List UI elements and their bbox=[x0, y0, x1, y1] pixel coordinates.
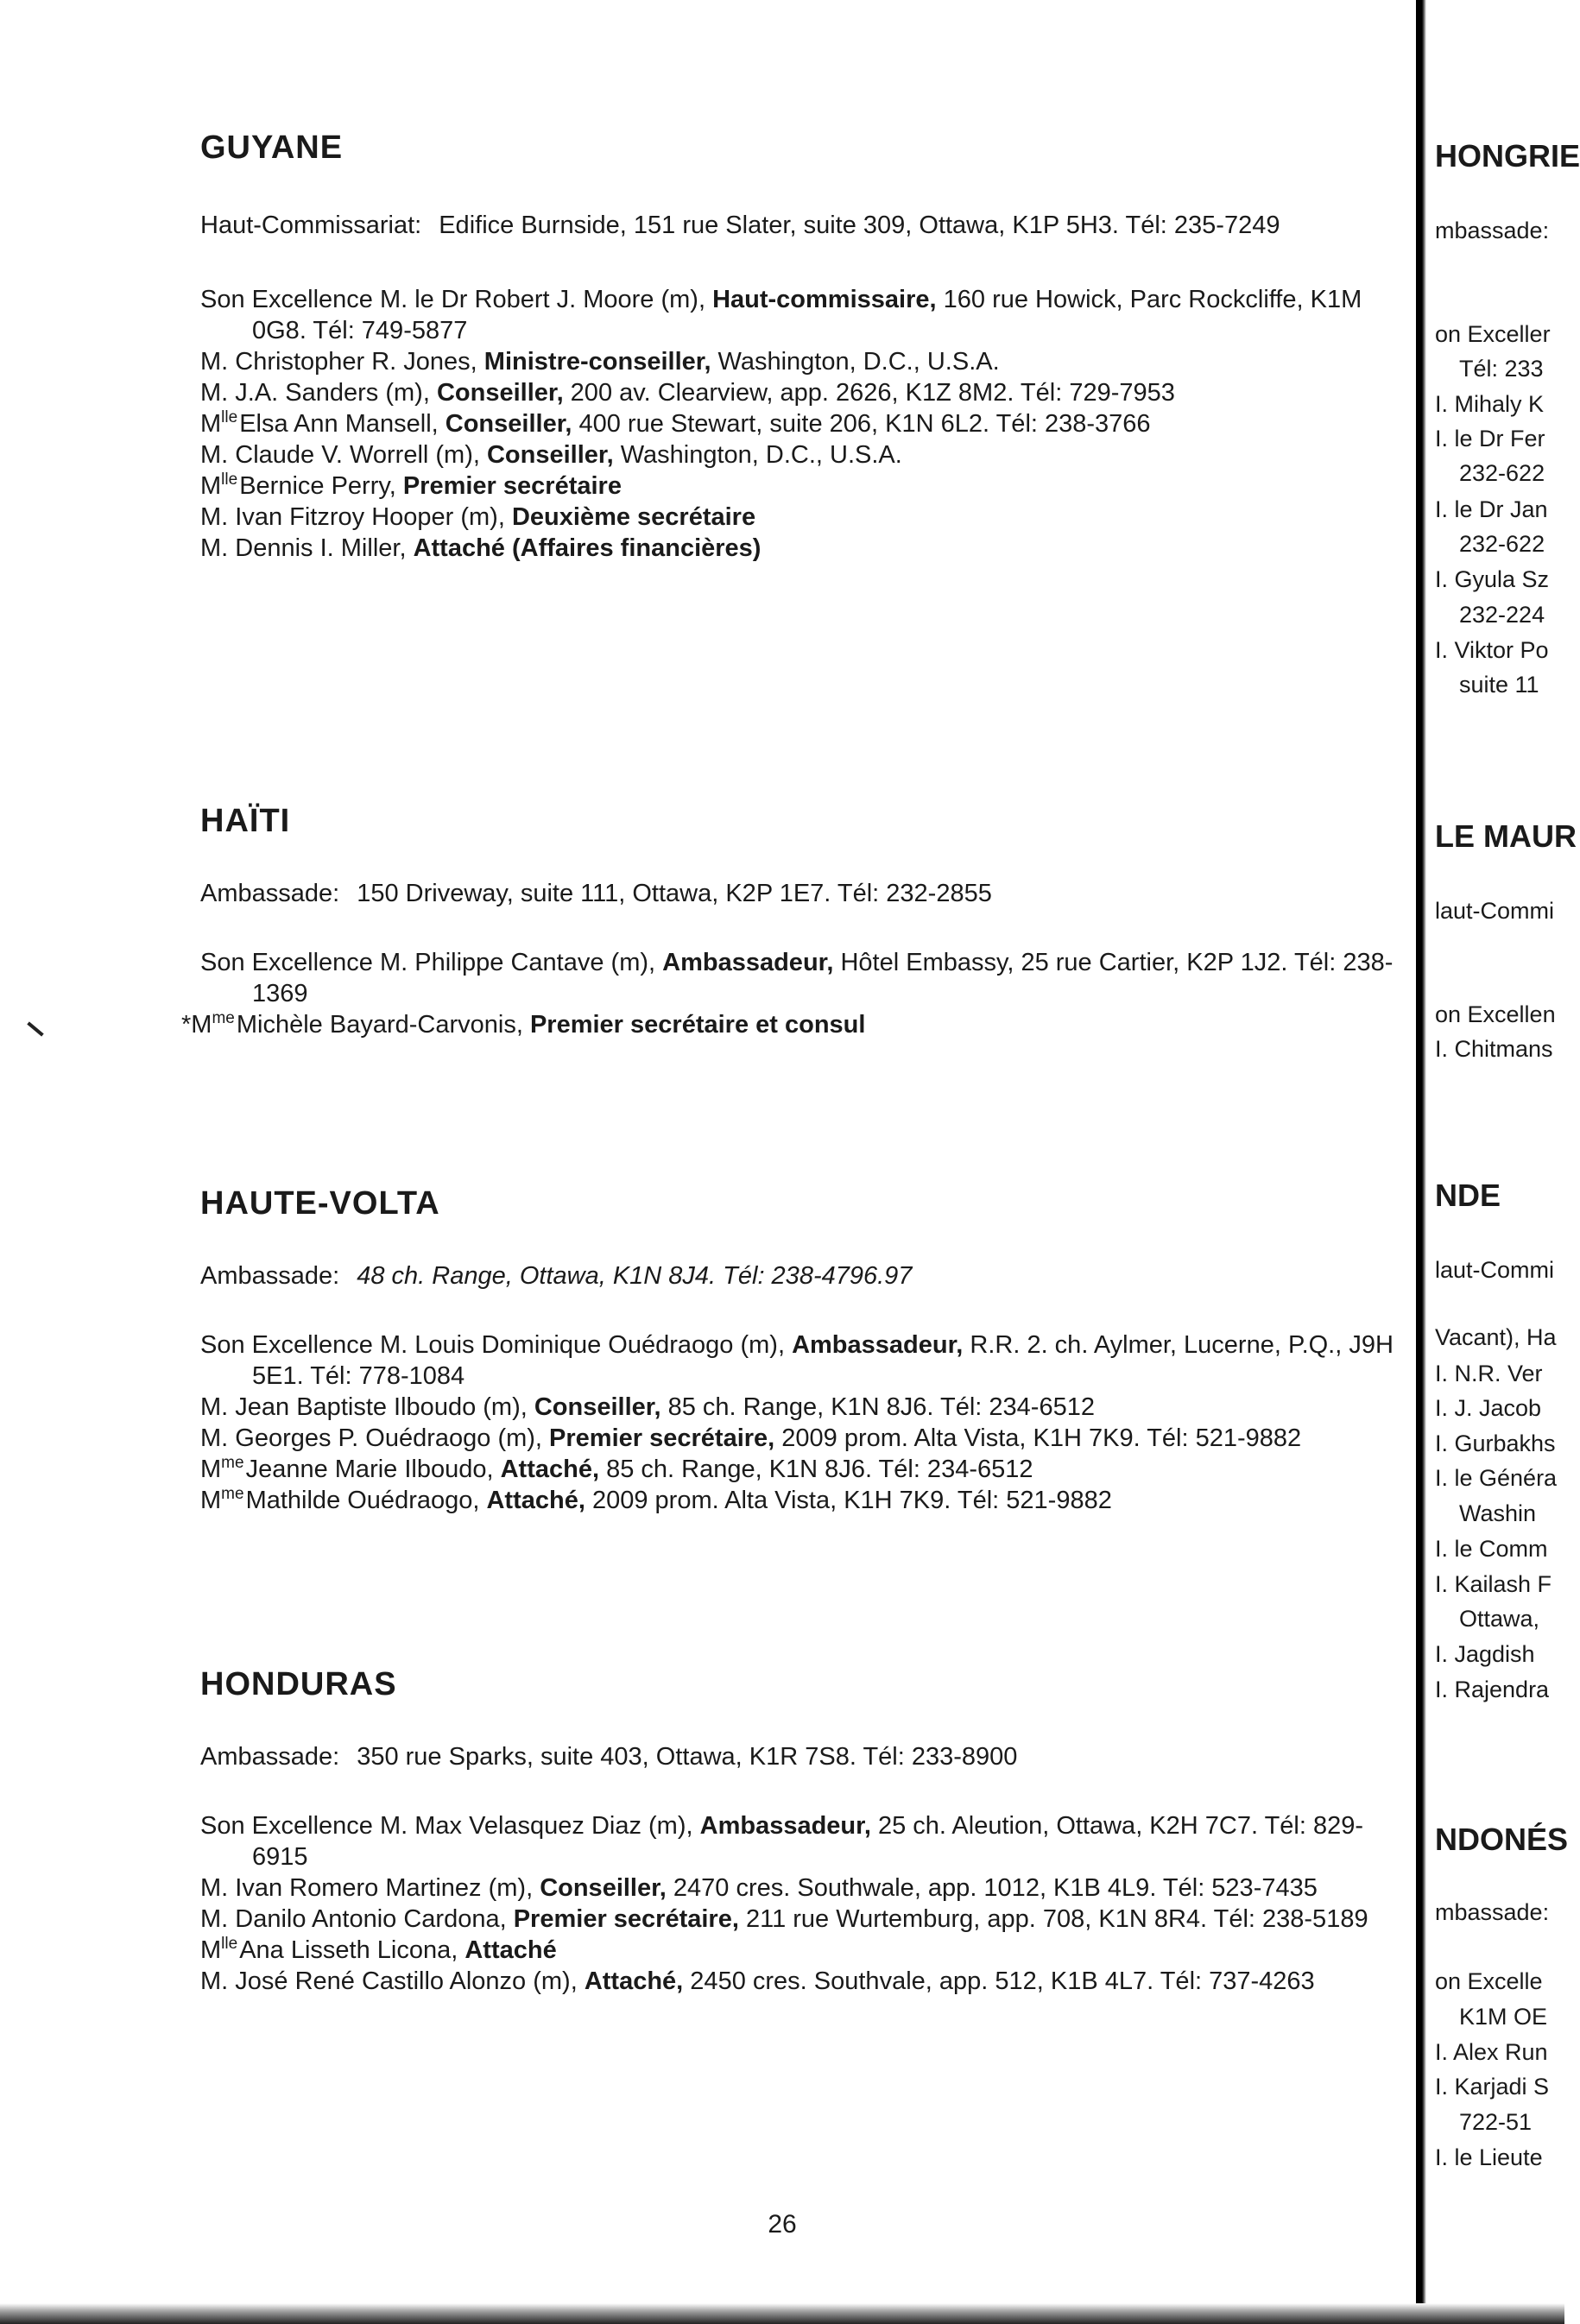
adjacent-line: K1M OE bbox=[1459, 2004, 1548, 2030]
section-haute-volta bbox=[200, 1185, 1400, 1516]
personnel-entry: Son Excellence M. Louis Dominique Ouédraogo (m), Ambassadeur, R.R. 2. ch. Aylmer, Lucerne, P.Q., J9H 5E1. Tél: 778-1084 bbox=[200, 1331, 1394, 1390]
personnel-entry: Son Excellence M. Max Velasquez Diaz (m), Ambassadeur, 25 ch. Aleution, Ottawa, K2H 7C7. Tél: 829-6915 bbox=[200, 1812, 1364, 1871]
office-address bbox=[200, 210, 1400, 241]
personnel-entry: $M^{lle}Bernice$ Perry, Premier secrétaire bbox=[200, 470, 622, 500]
personnel-entry: $M^{me}Mathilde$ Ouédraogo, Attaché, 2009 prom. Alta Vista, K1H 7K9. Tél: 521-9882 bbox=[200, 1485, 1112, 1514]
personnel-entry: M. Georges P. Ouédraogo (m), Premier secrétaire, 2009 prom. Alta Vista, K1H 7K9. Tél: 521-9882 bbox=[200, 1424, 1302, 1452]
adjacent-line: I. le Lieute bbox=[1435, 2144, 1543, 2170]
adjacent-line: I. Alex Run bbox=[1435, 2039, 1548, 2065]
office-address bbox=[200, 878, 1400, 909]
office-value: 350 rue Sparks, suite 403, Ottawa, K1R 7S8. Tél: 233-8900 bbox=[357, 1743, 1018, 1771]
adjacent-line: 232-622 bbox=[1459, 460, 1545, 486]
adjacent-line: Washin bbox=[1459, 1500, 1537, 1526]
personnel-list bbox=[200, 284, 1400, 564]
adjacent-line: 232-224 bbox=[1459, 602, 1545, 628]
adjacent-line: suite 11 bbox=[1459, 672, 1539, 698]
personnel-entry: M. Dennis I. Miller, Attaché (Affaires financières) bbox=[200, 534, 762, 562]
personnel-entry: M. Claude V. Worrell (m), Conseiller, Washington, D.C., U.S.A. bbox=[200, 441, 902, 469]
personnel-list bbox=[181, 947, 1400, 1040]
office-address bbox=[200, 1741, 1400, 1772]
adjacent-line: mbassade: bbox=[1435, 218, 1550, 243]
section-guyane bbox=[200, 129, 1400, 564]
adjacent-line: Tél: 233 bbox=[1459, 356, 1544, 382]
adjacent-heading: NDE bbox=[1435, 1178, 1501, 1213]
adjacent-line: 232-622 bbox=[1459, 531, 1545, 557]
personnel-entry: $M^{lle}Ana$ Lisseth Licona, Attaché bbox=[200, 1935, 557, 1964]
section-honduras bbox=[200, 1666, 1400, 1997]
personnel-entry: M. Danilo Antonio Cardona, Premier secrétaire, 211 rue Wurtemburg, app. 708, K1N 8R4. Tél: 238-5189 bbox=[200, 1905, 1368, 1933]
office-address bbox=[200, 1260, 1400, 1291]
page-gutter bbox=[1416, 0, 1426, 2324]
office-label: Ambassade: bbox=[200, 1743, 340, 1771]
adjacent-line: I. le Comm bbox=[1435, 1536, 1548, 1562]
personnel-entry: M. J.A. Sanders (m), Conseiller, 200 av. Clearview, app. 2626, K1Z 8M2. Tél: 729-7953 bbox=[200, 379, 1175, 407]
stray-pen-mark bbox=[27, 1021, 43, 1036]
office-label: Ambassade: bbox=[200, 1262, 340, 1290]
adjacent-line: I. Gyula Sz bbox=[1435, 566, 1550, 592]
adjacent-line: I. Viktor Po bbox=[1435, 637, 1549, 663]
personnel-entry: Son Excellence M. Philippe Cantave (m), Ambassadeur, Hôtel Embassy, 25 rue Cartier, K2P 1J2. Tél: 238-1369 bbox=[200, 949, 1394, 1007]
adjacent-line: I. Gurbakhs bbox=[1435, 1430, 1556, 1456]
personnel-entry: $*M^{me}Michèle$ Bayard-Carvonis, Premier secrétaire et consul bbox=[181, 1009, 866, 1039]
adjacent-line: 722-51 bbox=[1459, 2109, 1533, 2135]
personnel-entry: $M^{me}Jeanne$ Marie Ilboudo, Attaché, 85 ch. Range, K1N 8J6. Tél: 234-6512 bbox=[200, 1454, 1033, 1483]
country-heading: GUYANE bbox=[200, 129, 344, 166]
adjacent-heading: HONGRIE bbox=[1435, 138, 1580, 174]
adjacent-line: laut-Commi bbox=[1435, 1257, 1555, 1283]
adjacent-line: on Excellen bbox=[1435, 1001, 1556, 1027]
adjacent-line: I. Chitmans bbox=[1435, 1036, 1553, 1062]
personnel-entry: Son Excellence M. le Dr Robert J. Moore (m), Haut-commissaire, 160 rue Howick, Parc Rockcliffe, K1M 0G8. Tél: 749-5877 bbox=[200, 286, 1362, 344]
adjacent-page bbox=[1416, 0, 1580, 2324]
adjacent-line: I. J. Jacob bbox=[1435, 1395, 1542, 1421]
scan-bottom-edge bbox=[0, 2303, 1564, 2324]
country-heading: HONDURAS bbox=[200, 1666, 397, 1702]
office-value: Edifice Burnside, 151 rue Slater, suite 309, Ottawa, K1P 5H3. Tél: 235-7249 bbox=[439, 212, 1280, 239]
section-haiti bbox=[181, 803, 1400, 1040]
personnel-entry: M. Jean Baptiste Ilboudo (m), Conseiller, 85 ch. Range, K1N 8J6. Tél: 234-6512 bbox=[200, 1393, 1095, 1421]
personnel-entry: $M^{lle}Elsa$ Ann Mansell, Conseiller, 400 rue Stewart, suite 206, K1N 6L2. Tél: 238-3766 bbox=[200, 408, 1151, 438]
page-number: 26 bbox=[768, 2210, 797, 2239]
adjacent-line: mbassade: bbox=[1435, 1899, 1550, 1925]
adjacent-line: laut-Commi bbox=[1435, 898, 1555, 924]
adjacent-line: Vacant), Ha bbox=[1435, 1324, 1557, 1350]
asterisk-mark: * bbox=[181, 1011, 192, 1039]
adjacent-line: I. Rajendra bbox=[1435, 1677, 1550, 1702]
adjacent-line: Ottawa, bbox=[1459, 1606, 1540, 1632]
country-heading: HAUTE-VOLTA bbox=[200, 1185, 440, 1222]
personnel-entry: M. Ivan Romero Martinez (m), Conseiller, 2470 cres. Southwale, app. 1012, K1B 4L9. Tél: 523-7435 bbox=[200, 1874, 1318, 1902]
adjacent-line: I. Kailash F bbox=[1435, 1571, 1552, 1597]
office-label: Haut-Commissariat: bbox=[200, 212, 422, 239]
adjacent-line: I. Jagdish bbox=[1435, 1641, 1535, 1667]
personnel-entry: M. Ivan Fitzroy Hooper (m), Deuxième secrétaire bbox=[200, 503, 756, 531]
office-label: Ambassade: bbox=[200, 880, 340, 907]
personnel-entry: M. José René Castillo Alonzo (m), Attaché, 2450 cres. Southvale, app. 512, K1B 4L7. Tél: 737-4263 bbox=[200, 1967, 1315, 1995]
adjacent-line: I. Karjadi S bbox=[1435, 2074, 1550, 2100]
personnel-list bbox=[200, 1810, 1400, 1997]
adjacent-line: I. le Dr Jan bbox=[1435, 496, 1548, 522]
adjacent-line: I. le Généra bbox=[1435, 1465, 1558, 1491]
office-value: 48 ch. Range, Ottawa, K1N 8J4. Tél: 238-4796.97 bbox=[357, 1262, 913, 1290]
adjacent-heading: LE MAUR bbox=[1435, 818, 1577, 854]
adjacent-line: I. Mihaly K bbox=[1435, 391, 1545, 417]
adjacent-heading: NDONÉS bbox=[1435, 1822, 1569, 1857]
office-value: 150 Driveway, suite 111, Ottawa, K2P 1E7. Tél: 232-2855 bbox=[357, 880, 992, 907]
personnel-entry: M. Christopher R. Jones, Ministre-conseiller, Washington, D.C., U.S.A. bbox=[200, 348, 1000, 376]
adjacent-line: I. N.R. Ver bbox=[1435, 1361, 1543, 1386]
adjacent-line: on Exceller bbox=[1435, 321, 1551, 347]
adjacent-line: on Excelle bbox=[1435, 1968, 1543, 1994]
personnel-list bbox=[200, 1329, 1400, 1516]
adjacent-line: I. le Dr Fer bbox=[1435, 426, 1545, 452]
country-heading: HAÏTI bbox=[200, 803, 291, 839]
